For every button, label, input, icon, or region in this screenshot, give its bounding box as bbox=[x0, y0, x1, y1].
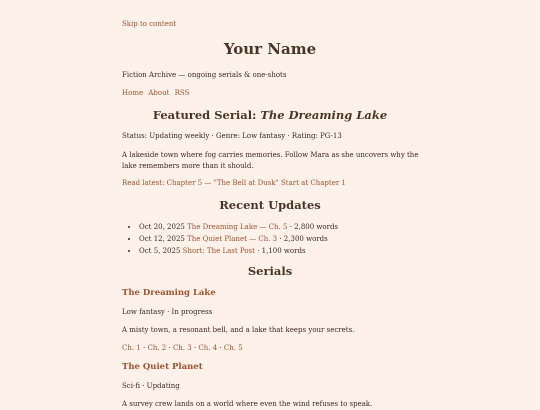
featured-heading-title: The Dreaming Lake bbox=[260, 108, 388, 122]
nav-rss-link[interactable]: RSS bbox=[174, 89, 190, 97]
update-link[interactable]: Short: The Last Post bbox=[182, 247, 255, 255]
update-link[interactable]: The Dreaming Lake — Ch. 5 bbox=[187, 223, 288, 231]
serial-title bbox=[122, 362, 203, 372]
update-link[interactable]: The Quiet Planet — Ch. 3 bbox=[187, 235, 278, 243]
site-tagline: Fiction Archive — ongoing serials & one-shots bbox=[122, 71, 287, 79]
featured-heading-prefix: Featured Serial: bbox=[152, 108, 261, 122]
serial-meta: Sci-fi · Updating bbox=[122, 382, 180, 390]
chapter-link[interactable]: Ch. 4 bbox=[198, 344, 218, 352]
featured-description: A lakeside town where fog carries memories. Follow Mara as she uncovers why the lake remembers more than it should. bbox=[122, 151, 419, 170]
list-item bbox=[139, 245, 338, 257]
update-words: · 1,100 words bbox=[257, 247, 306, 255]
featured-links bbox=[122, 178, 346, 189]
chapter-link[interactable]: Ch. 5 bbox=[223, 344, 243, 352]
serial-chapter-links: Ch. 1 · Ch. 2 · Ch. 3 · Ch. 4 · Ch. 5 bbox=[122, 344, 243, 352]
start-chapter-1-link[interactable]: Start at Chapter 1 bbox=[280, 179, 346, 187]
recent-updates-list bbox=[122, 221, 338, 257]
featured-heading bbox=[0, 108, 540, 122]
nav-home-link[interactable]: Home bbox=[122, 89, 144, 97]
list-item bbox=[139, 233, 338, 245]
update-date: Oct 20, 2025 bbox=[139, 223, 185, 231]
nav-about-link[interactable]: About bbox=[148, 89, 170, 97]
serial-title bbox=[122, 288, 216, 298]
serial-blurb: A survey crew lands on a world where even the wind refuses to speak. bbox=[122, 400, 373, 408]
main-nav bbox=[122, 89, 192, 97]
serial-title-link[interactable]: The Quiet Planet bbox=[122, 362, 203, 372]
update-words: · 2,800 words bbox=[289, 223, 339, 231]
update-date: Oct 12, 2025 bbox=[139, 235, 185, 243]
recent-updates-heading: Recent Updates bbox=[219, 198, 321, 212]
update-date: Oct 5, 2025 bbox=[139, 247, 181, 255]
skip-to-content-link[interactable]: Skip to content bbox=[122, 20, 177, 28]
list-item bbox=[139, 221, 338, 233]
site-title: Your Name bbox=[223, 40, 317, 58]
chapter-link[interactable]: Ch. 3 bbox=[172, 344, 192, 352]
serials-heading: Serials bbox=[247, 264, 293, 278]
read-latest-link[interactable]: Read latest: Chapter 5 — "The Bell at Dusk" bbox=[122, 179, 279, 187]
serial-meta: Low fantasy · In progress bbox=[122, 308, 213, 316]
serial-title-link[interactable]: The Dreaming Lake bbox=[122, 288, 216, 298]
serial-blurb: A misty town, a resonant bell, and a lake that keeps your secrets. bbox=[122, 326, 355, 334]
chapter-link[interactable]: Ch. 1 bbox=[122, 344, 141, 352]
chapter-link[interactable]: Ch. 2 bbox=[147, 344, 167, 352]
update-words: · 2,300 words bbox=[279, 235, 328, 243]
featured-status: Status: Updating weekly · Genre: Low fantasy · Rating: PG-13 bbox=[122, 132, 342, 140]
